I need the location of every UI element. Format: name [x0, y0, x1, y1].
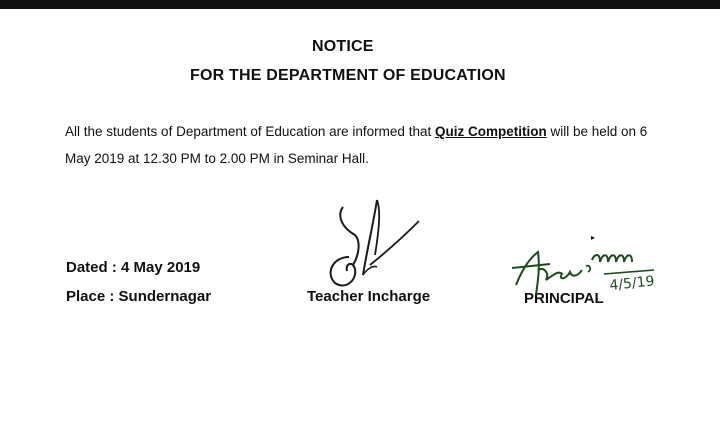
notice-body: [65, 118, 665, 172]
principal-label: PRINCIPAL: [524, 290, 604, 307]
principal-date-handwritten: 4/5/19: [608, 273, 656, 294]
top-border: [0, 0, 720, 9]
notice-subtitle: FOR THE DEPARTMENT OF EDUCATION: [190, 67, 506, 84]
dated-line: Dated : 4 May 2019: [66, 259, 201, 276]
quiz-competition-highlight: Quiz Competition: [434, 124, 547, 139]
place-line: Place : Sundernagar: [66, 288, 212, 305]
body-text-start: All the students of Department of Education are informed that: [65, 124, 435, 139]
small-mark: ▸: [591, 233, 596, 242]
body-text-end: will be held on 6 May 2019 at 12.30 PM to 2.00 PM in Seminar Hall.: [65, 124, 648, 166]
teacher-incharge-label: Teacher Incharge: [307, 288, 431, 305]
notice-title: NOTICE: [312, 38, 374, 55]
principal-signature: [508, 240, 668, 305]
teacher-signature: [315, 195, 425, 300]
